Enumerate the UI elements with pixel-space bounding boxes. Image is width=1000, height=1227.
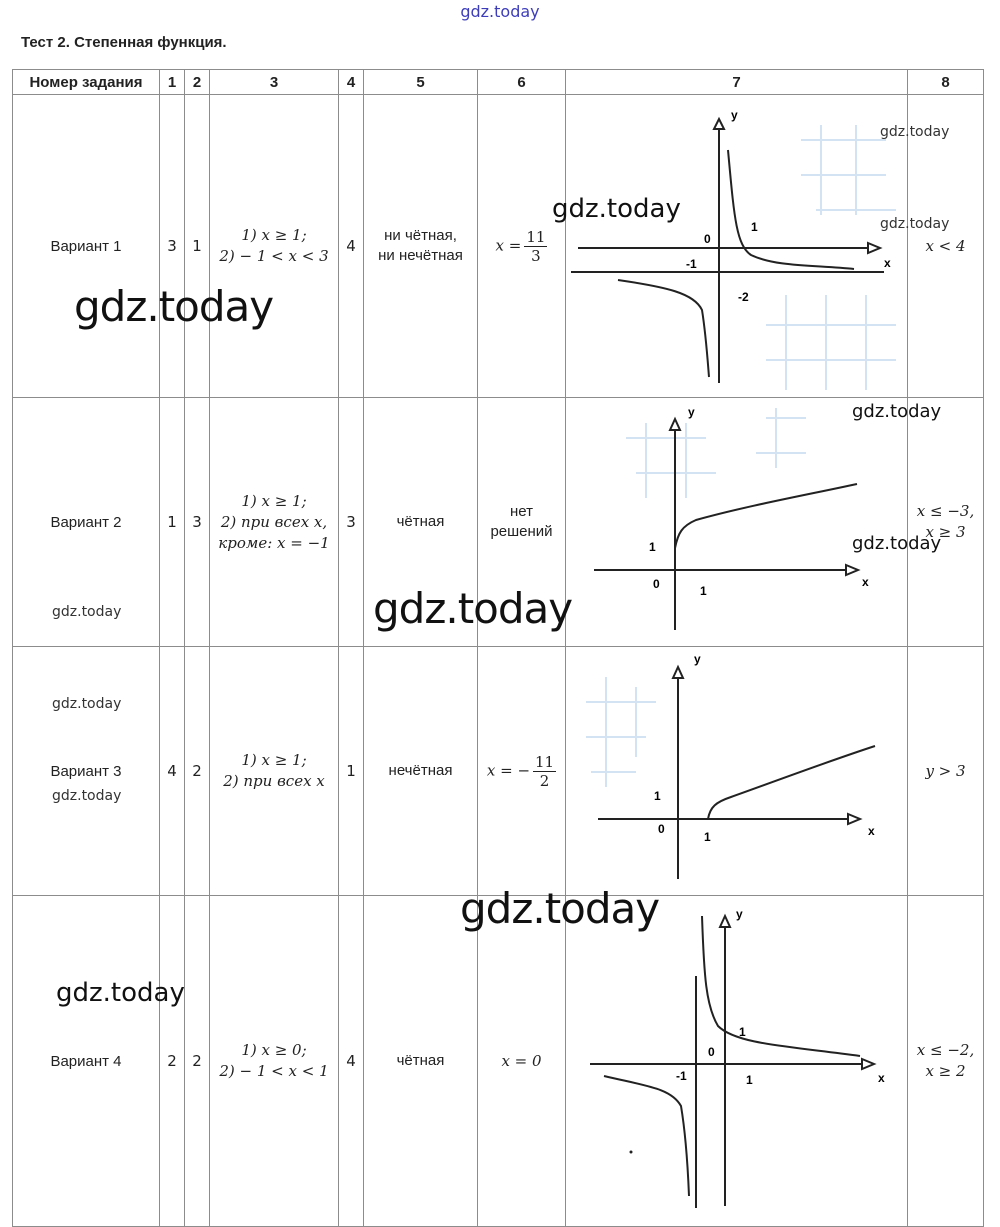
table-row-variant-4 bbox=[13, 896, 984, 1227]
answer-3-line-2: 2) при всех x bbox=[223, 772, 325, 790]
answer-3-line-2: 2) − 1 < x < 3 bbox=[219, 247, 329, 265]
answer-col-4: 4 bbox=[339, 95, 364, 398]
y-axis-label: y bbox=[731, 108, 738, 122]
y-axis-label: y bbox=[688, 405, 695, 419]
x-axis-arrow bbox=[848, 814, 860, 824]
watermark: gdz.today bbox=[52, 696, 122, 712]
header-col-3: 3 bbox=[210, 70, 339, 95]
answer-col-5 bbox=[364, 896, 478, 1227]
answer-6-fraction bbox=[524, 228, 547, 265]
answer-8-line-2: x ≥ 3 bbox=[925, 523, 966, 541]
graph-curve bbox=[675, 484, 857, 548]
variant-label: Вариант 3 bbox=[13, 647, 160, 896]
answer-5-line-1: ни чётная, bbox=[384, 227, 457, 244]
variant-label: Вариант 4 bbox=[13, 896, 160, 1227]
graph-grid-pattern bbox=[626, 408, 806, 498]
page-title: Тест 2. Степенная функция. bbox=[21, 34, 227, 51]
graph-curve-left-branch bbox=[618, 280, 709, 377]
graph-grid-pattern bbox=[586, 677, 656, 787]
graph-label-1-x: 1 bbox=[704, 830, 711, 844]
answer-6-line-1: нет bbox=[510, 503, 533, 520]
graph-label-1-y: 1 bbox=[739, 1025, 746, 1039]
answer-col-8 bbox=[908, 647, 984, 896]
variant-label: Вариант 1 bbox=[13, 95, 160, 398]
header-col-5: 5 bbox=[364, 70, 478, 95]
graph-label-1-x: 1 bbox=[746, 1073, 753, 1087]
answer-6-line-2: решений bbox=[490, 523, 553, 540]
header-col-6: 6 bbox=[478, 70, 566, 95]
watermark: gdz.today bbox=[880, 124, 950, 140]
watermark: gdz.today bbox=[56, 978, 185, 1008]
header-col-1: 1 bbox=[160, 70, 185, 95]
answer-col-8 bbox=[908, 398, 984, 647]
watermark: gdz.today bbox=[880, 216, 950, 232]
answer-col-4: 4 bbox=[339, 896, 364, 1227]
graph-label-minus-2: -2 bbox=[738, 290, 749, 304]
fraction-denominator: 2 bbox=[539, 771, 550, 790]
graph-label-1-y: 1 bbox=[654, 789, 661, 803]
fraction-denominator: 3 bbox=[531, 246, 541, 265]
table-row-variant-3 bbox=[13, 647, 984, 896]
answer-col-2: 2 bbox=[185, 896, 210, 1227]
answer-5-line-2: ни нечётная bbox=[378, 247, 463, 264]
answer-3-line-1: 1) x ≥ 1; bbox=[241, 491, 307, 510]
answer-col-5 bbox=[364, 647, 478, 896]
graph-label-origin: 0 bbox=[653, 577, 660, 591]
y-axis-arrow bbox=[670, 419, 680, 430]
watermark: gdz.today bbox=[460, 884, 660, 933]
y-axis-arrow bbox=[720, 916, 730, 927]
answer-6-lhs: x = − bbox=[486, 760, 531, 779]
graph-variant-2 bbox=[566, 398, 908, 642]
fraction-numerator: 11 bbox=[535, 752, 555, 771]
watermark: gdz.today bbox=[52, 604, 122, 620]
answer-3-line-1: 1) x ≥ 1; bbox=[241, 751, 307, 769]
graph-grid-pattern bbox=[766, 125, 896, 390]
answer-col-4: 3 bbox=[339, 398, 364, 647]
answer-col-2: 3 bbox=[185, 398, 210, 647]
watermark: gdz.today bbox=[74, 282, 274, 331]
answer-8-line-1: y > 3 bbox=[925, 761, 966, 780]
table-row-variant-2 bbox=[13, 398, 984, 647]
graph-label-1-y: 1 bbox=[649, 540, 656, 554]
answer-5-line-1: чётная bbox=[396, 1052, 445, 1069]
answer-8-line-2: x ≥ 2 bbox=[925, 1062, 966, 1080]
header-task-number: Номер задания bbox=[13, 70, 160, 95]
answer-col-7-graph bbox=[566, 398, 908, 647]
answer-col-2: 1 bbox=[185, 95, 210, 398]
header-col-7: 7 bbox=[566, 70, 908, 95]
variant-label: Вариант 2 bbox=[13, 398, 160, 647]
graph-label-origin: 0 bbox=[704, 232, 711, 246]
answer-3-line-1: 1) x ≥ 0; bbox=[241, 1041, 307, 1059]
x-axis-arrow bbox=[862, 1059, 874, 1069]
graph-curve bbox=[708, 746, 875, 819]
answer-col-6 bbox=[478, 398, 566, 647]
answer-6-lhs: x = bbox=[495, 235, 522, 254]
answer-8-line-1: x ≤ −2, bbox=[916, 1041, 975, 1059]
answer-col-1: 1 bbox=[160, 398, 185, 647]
y-axis-label: y bbox=[736, 907, 743, 921]
answer-col-7-graph bbox=[566, 647, 908, 896]
answer-col-7-graph bbox=[566, 95, 908, 398]
header-col-4: 4 bbox=[339, 70, 364, 95]
answer-5-line-1: нечётная bbox=[388, 762, 453, 779]
answer-3-line-1: 1) x ≥ 1; bbox=[241, 226, 307, 244]
answer-col-8 bbox=[908, 896, 984, 1227]
watermark: gdz.today bbox=[552, 194, 681, 224]
graph-variant-4 bbox=[566, 896, 908, 1222]
x-axis-label: x bbox=[862, 575, 869, 589]
answer-8-line-1: x ≤ −3, bbox=[916, 502, 975, 520]
graph-curve-left-branch bbox=[604, 1076, 689, 1196]
answer-3-line-3: кроме: x = −1 bbox=[218, 533, 330, 552]
answer-col-4: 1 bbox=[339, 647, 364, 896]
answer-col-5 bbox=[364, 95, 478, 398]
graph-label-origin: 0 bbox=[658, 822, 665, 836]
x-axis-arrow bbox=[868, 243, 880, 253]
watermark: gdz.today bbox=[852, 401, 942, 422]
answer-col-2: 2 bbox=[185, 647, 210, 896]
x-axis-arrow bbox=[846, 565, 858, 575]
header-col-2: 2 bbox=[185, 70, 210, 95]
answer-col-1: 4 bbox=[160, 647, 185, 896]
fraction-numerator: 11 bbox=[526, 227, 546, 246]
graph-label-minus-1: -1 bbox=[676, 1069, 687, 1083]
watermark: gdz.today bbox=[852, 533, 942, 554]
y-axis-label: y bbox=[694, 652, 701, 666]
graph-label-1-x: 1 bbox=[700, 584, 707, 598]
table-row-variant-1 bbox=[13, 95, 984, 398]
answer-col-6 bbox=[478, 95, 566, 398]
answer-8-line-1: x < 4 bbox=[925, 236, 966, 255]
graph-label-origin: 0 bbox=[708, 1045, 715, 1059]
answers-table bbox=[12, 69, 984, 1227]
answer-3-line-2: 2) − 1 < x < 1 bbox=[219, 1062, 329, 1080]
answer-col-6 bbox=[478, 896, 566, 1227]
table-header-row bbox=[13, 70, 984, 95]
y-axis-arrow bbox=[673, 667, 683, 678]
stray-dot bbox=[630, 1151, 633, 1154]
answer-col-5 bbox=[364, 398, 478, 647]
x-axis-label: x bbox=[868, 824, 875, 838]
answer-col-3 bbox=[210, 896, 339, 1227]
answer-col-1: 3 bbox=[160, 95, 185, 398]
answer-6-fraction bbox=[533, 753, 556, 790]
site-watermark-top[interactable]: gdz.today bbox=[460, 2, 540, 21]
answer-col-3 bbox=[210, 398, 339, 647]
graph-variant-1 bbox=[566, 95, 908, 393]
answer-col-8 bbox=[908, 95, 984, 398]
answer-6-line-1: x = 0 bbox=[501, 1051, 542, 1070]
watermark: gdz.today bbox=[373, 584, 573, 633]
x-axis-label: x bbox=[878, 1071, 885, 1085]
graph-label-1: 1 bbox=[751, 220, 758, 234]
answer-col-3 bbox=[210, 647, 339, 896]
graph-label-minus-1: -1 bbox=[686, 257, 697, 271]
answer-col-6 bbox=[478, 647, 566, 896]
header-col-8: 8 bbox=[908, 70, 984, 95]
watermark: gdz.today bbox=[52, 788, 122, 804]
answer-col-7-graph bbox=[566, 896, 908, 1227]
x-axis-label: x bbox=[884, 256, 891, 270]
answer-col-3 bbox=[210, 95, 339, 398]
answer-3-line-2: 2) при всех x, bbox=[220, 512, 328, 531]
answer-col-1: 2 bbox=[160, 896, 185, 1227]
answer-5-line-1: чётная bbox=[396, 513, 445, 530]
graph-variant-3 bbox=[566, 647, 908, 891]
y-axis-arrow bbox=[714, 119, 724, 129]
